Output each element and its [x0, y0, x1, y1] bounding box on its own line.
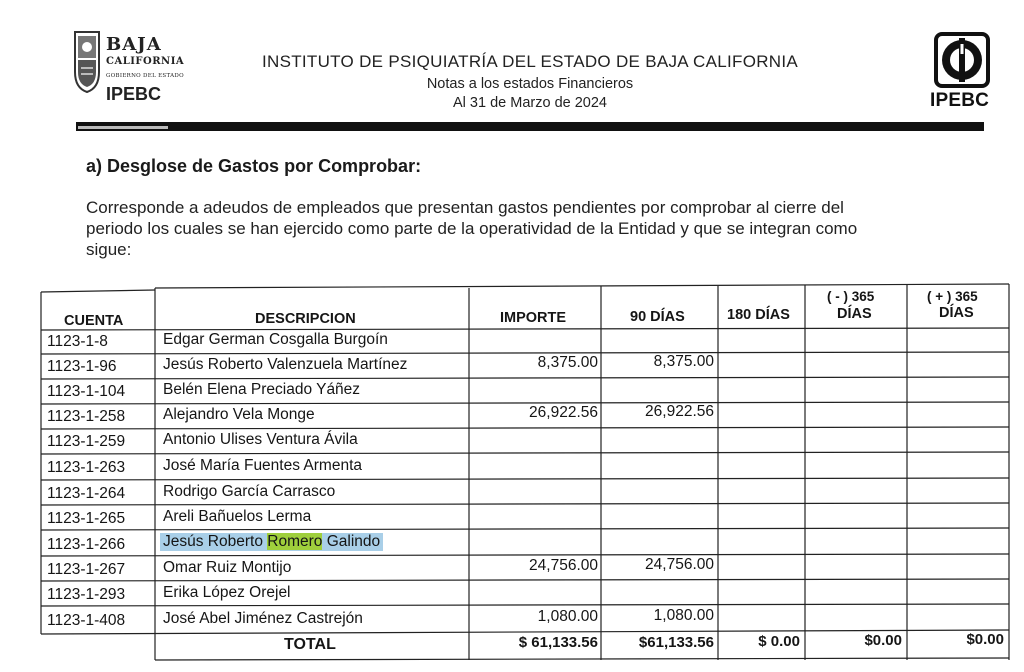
total-180-dias: $ 0.00	[758, 633, 800, 650]
header-minus-365: ( - ) 365	[827, 289, 875, 304]
row-descripcion: Alejandro Vela Monge	[163, 406, 315, 423]
header-cuenta: CUENTA	[64, 313, 124, 329]
row-cuenta: 1123-1-258	[47, 408, 126, 425]
name-part-highlighted: Romero	[267, 533, 323, 550]
row-cuenta: 1123-1-263	[47, 459, 126, 476]
section-heading: a) Desglose de Gastos por Comprobar:	[86, 156, 422, 176]
total-plus-365: $0.00	[966, 631, 1004, 648]
header-plus-365: ( + ) 365	[927, 289, 978, 304]
header-minus-365-dias: DÍAS	[837, 306, 872, 322]
header-importe: IMPORTE	[500, 310, 567, 326]
header-plus-365-dias: DÍAS	[939, 305, 974, 321]
row-descripcion: José Abel Jiménez Castrejón	[163, 610, 363, 627]
total-minus-365: $0.00	[864, 632, 902, 649]
row-descripcion: Edgar German Cosgalla Burgoín	[163, 331, 388, 348]
name-part: Galindo	[326, 533, 381, 550]
row-cuenta: 1123-1-264	[47, 485, 126, 502]
intro-line: Corresponde a adeudos de empleados que presentan gastos pendientes por comprobar al cierre del	[86, 198, 844, 217]
total-importe: $ 61,133.56	[518, 634, 598, 651]
row-descripcion: Belén Elena Preciado Yáñez	[163, 381, 361, 398]
row-90-dias: 24,756.00	[645, 556, 714, 573]
row-importe: 24,756.00	[529, 557, 598, 574]
header-descripcion: DESCRIPCION	[255, 311, 356, 327]
row-descripcion: Antonio Ulises Ventura Ávila	[163, 431, 358, 448]
row-descripcion: Rodrigo García Carrasco	[163, 483, 336, 500]
header-90-dias: 90 DÍAS	[630, 309, 685, 325]
logo-line-ipebc: IPEBC	[106, 84, 162, 104]
row-90-dias: 1,080.00	[653, 607, 714, 624]
document-date: Al 31 de Marzo de 2024	[453, 95, 607, 111]
ipebc-logo-text: IPEBC	[930, 90, 990, 111]
row-importe: 8,375.00	[537, 354, 598, 371]
document-subtitle: Notas a los estados Financieros	[426, 76, 634, 92]
row-descripcion: José María Fuentes Armenta	[163, 457, 363, 474]
row-cuenta: 1123-1-408	[47, 612, 126, 629]
intro-line: sigue:	[86, 240, 132, 259]
row-cuenta: 1123-1-266	[47, 536, 126, 553]
row-cuenta: 1123-1-8	[47, 333, 108, 350]
row-importe: 26,922.56	[529, 404, 598, 421]
header-180-dias: 180 DÍAS	[727, 307, 790, 323]
row-cuenta: 1123-1-293	[47, 586, 126, 603]
row-90-dias: 26,922.56	[645, 403, 714, 420]
logo-line-gobierno: GOBIERNO DEL ESTADO	[106, 73, 184, 79]
row-cuenta: 1123-1-96	[47, 358, 117, 375]
row-cuenta: 1123-1-259	[47, 433, 126, 450]
logo-line-california: CALIFORNIA	[106, 56, 185, 67]
total-90-dias: $61,133.56	[638, 634, 714, 651]
row-descripcion-highlighted	[160, 533, 383, 551]
row-cuenta: 1123-1-267	[47, 561, 126, 578]
row-importe: 1,080.00	[537, 608, 598, 625]
institution-title: INSTITUTO DE PSIQUIATRÍA DEL ESTADO DE BAJA CALIFORNIA	[261, 52, 799, 71]
name-part: Jesús Roberto	[163, 533, 263, 550]
row-90-dias: 8,375.00	[653, 353, 714, 370]
total-label: TOTAL	[284, 636, 336, 653]
logo-line-baja: BAJA	[106, 34, 162, 55]
row-descripcion: Jesús Roberto Valenzuela Martínez	[163, 356, 408, 373]
row-cuenta: 1123-1-265	[47, 510, 126, 527]
row-descripcion: Omar Ruiz Montijo	[163, 559, 292, 576]
row-cuenta: 1123-1-104	[47, 383, 126, 400]
row-descripcion: Erika López Orejel	[163, 584, 291, 601]
row-descripcion: Areli Bañuelos Lerma	[163, 508, 312, 525]
intro-line: periodo los cuales se han ejercido como parte de la operatividad de la Entidad y que se integran como	[86, 219, 858, 238]
